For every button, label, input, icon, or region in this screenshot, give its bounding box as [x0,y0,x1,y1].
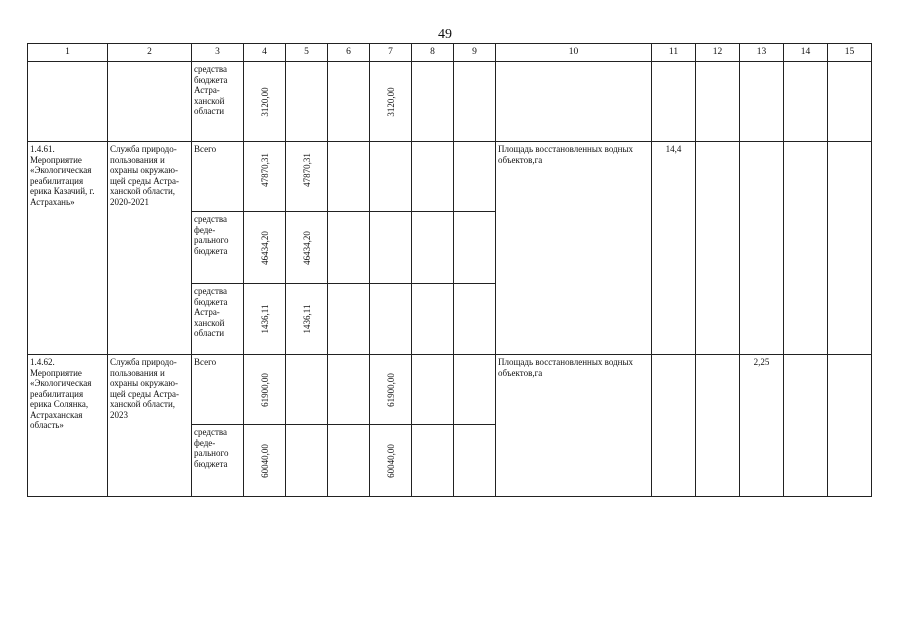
amount-cell: 61900,00 [370,355,412,425]
funding-source: средства бюджета Астра-ханской области [192,62,244,142]
amount-cell: 61900,00 [244,355,286,425]
empty-cell [696,62,740,142]
empty-cell [286,62,328,142]
table-row [28,355,872,425]
amount-cell: 46434,20 [244,212,286,284]
amount-cell: 46434,20 [286,212,328,284]
empty-cell [740,62,784,142]
col-header: 13 [740,44,784,62]
column-number-row [28,44,872,62]
empty-cell [784,62,828,142]
empty-cell [454,355,496,425]
col-header: 5 [286,44,328,62]
indicator: Площадь восстановленных водных объектов,га [496,355,652,497]
empty-cell [328,142,370,212]
col-header: 1 [28,44,108,62]
measure-id: 1.4.62. Мероприятие «Экологическая реабилитация ерика Солянка, Астраханская область» [28,355,108,497]
empty-cell [828,62,872,142]
empty-cell [454,284,496,355]
empty-cell [412,142,454,212]
executor: Служба природо-пользования и охраны окружаю-щей среды Астра-ханской области, 2020-2021 [108,142,192,355]
col-header: 3 [192,44,244,62]
funding-source: Всего [192,142,244,212]
page-number: 49 [438,27,452,42]
col-header: 8 [412,44,454,62]
empty-cell [108,62,192,142]
empty-cell [454,62,496,142]
col-header: 12 [696,44,740,62]
empty-cell [370,142,412,212]
col-header: 4 [244,44,286,62]
col-header: 11 [652,44,696,62]
col-header: 2 [108,44,192,62]
empty-cell [328,355,370,425]
empty-cell [328,212,370,284]
empty-cell [328,425,370,497]
amount-cell: 3120,00 [370,62,412,142]
empty-cell [286,425,328,497]
indicator-value: 2,25 [740,355,784,497]
empty-cell [328,62,370,142]
empty-cell [496,62,652,142]
col-header: 7 [370,44,412,62]
amount-cell: 60040,00 [370,425,412,497]
empty-cell [328,284,370,355]
measure-id: 1.4.61. Мероприятие «Экологическая реабилитация ерика Казачий, г. Астрахань» [28,142,108,355]
empty-cell [412,284,454,355]
amount-cell: 3120,00 [244,62,286,142]
executor: Служба природо-пользования и охраны окружаю-щей среды Астра-ханской области, 2023 [108,355,192,497]
empty-cell [412,62,454,142]
empty-cell [412,212,454,284]
amount-cell: 1436,11 [286,284,328,355]
empty-cell [454,212,496,284]
empty-cell [652,355,696,497]
empty-cell [784,355,828,497]
funding-source: средства феде-рального бюджета [192,425,244,497]
empty-cell [28,62,108,142]
empty-cell [828,142,872,355]
indicator: Площадь восстановленных водных объектов,га [496,142,652,355]
empty-cell [740,142,784,355]
amount-cell: 47870,31 [244,142,286,212]
empty-cell [652,62,696,142]
funding-source: Всего [192,355,244,425]
col-header: 6 [328,44,370,62]
amount-cell: 47870,31 [286,142,328,212]
empty-cell [828,355,872,497]
amount-cell: 1436,11 [244,284,286,355]
empty-cell [696,355,740,497]
empty-cell [370,284,412,355]
amount-cell: 60040,00 [244,425,286,497]
empty-cell [412,355,454,425]
col-header: 15 [828,44,872,62]
empty-cell [454,425,496,497]
col-header: 9 [454,44,496,62]
empty-cell [286,355,328,425]
table-row [28,142,872,212]
indicator-value: 14,4 [652,142,696,355]
col-header: 10 [496,44,652,62]
empty-cell [370,212,412,284]
budget-table [27,43,872,497]
table-row [28,62,872,142]
col-header: 14 [784,44,828,62]
empty-cell [412,425,454,497]
empty-cell [454,142,496,212]
funding-source: средства феде-рального бюджета [192,212,244,284]
empty-cell [784,142,828,355]
empty-cell [696,142,740,355]
funding-source: средства бюджета Астра-ханской области [192,284,244,355]
